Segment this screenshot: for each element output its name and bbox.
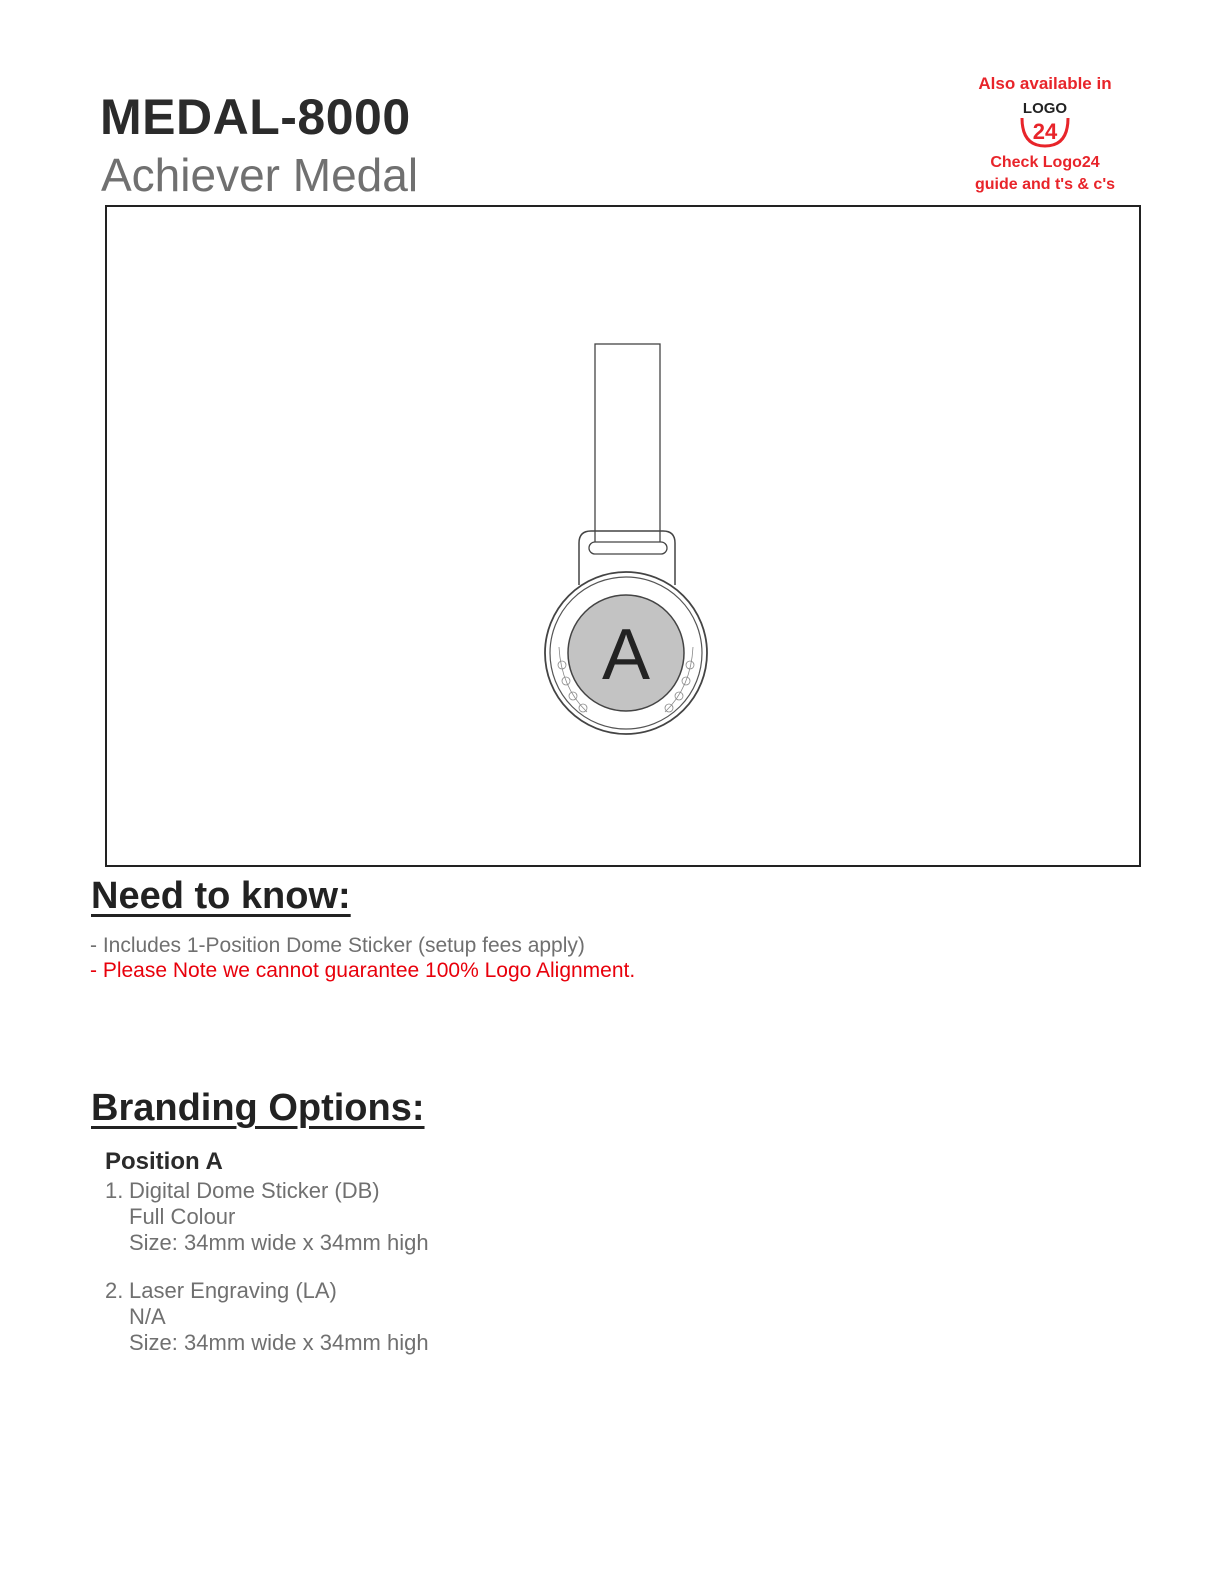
hanger-slot xyxy=(589,542,667,554)
logo24-number: 24 xyxy=(1032,119,1058,144)
product-name: Achiever Medal xyxy=(101,149,419,201)
note-logo-alignment: - Please Note we cannot guarantee 100% Logo Alignment. xyxy=(90,959,636,982)
option-size: Size: 34mm wide x 34mm high xyxy=(129,1230,429,1255)
option-colour: Full Colour xyxy=(129,1204,236,1229)
position-label-a: A xyxy=(601,615,651,695)
product-image-frame xyxy=(105,205,1141,867)
logo24-icon xyxy=(1010,96,1080,152)
logo24-word: LOGO xyxy=(1022,100,1068,117)
option-number: 2. xyxy=(105,1278,124,1303)
option-size: Size: 34mm wide x 34mm high xyxy=(129,1330,429,1355)
medal-illustration xyxy=(107,207,1139,865)
branding-options-heading: Branding Options: xyxy=(91,1087,425,1129)
option-number: 1. xyxy=(105,1178,124,1203)
option-colour: N/A xyxy=(129,1304,166,1329)
note-dome-sticker: - Includes 1-Position Dome Sticker (setup fees apply) xyxy=(90,934,585,957)
position-a-title: Position A xyxy=(105,1148,223,1175)
logo24-badge xyxy=(950,74,1140,196)
logo24-bottom-line1: Check Logo24 xyxy=(990,154,1100,171)
option-name: Digital Dome Sticker (DB) xyxy=(129,1178,380,1203)
logo24-bottom-line2: guide and t's & c's xyxy=(974,176,1116,193)
option-name: Laser Engraving (LA) xyxy=(129,1278,337,1303)
product-code: MEDAL-8000 xyxy=(100,89,411,145)
branding-option xyxy=(105,1178,429,1256)
need-to-know-heading: Need to know: xyxy=(91,875,351,917)
branding-option xyxy=(105,1278,429,1356)
ribbon xyxy=(595,344,660,549)
logo24-top-text: Also available in xyxy=(978,74,1112,93)
